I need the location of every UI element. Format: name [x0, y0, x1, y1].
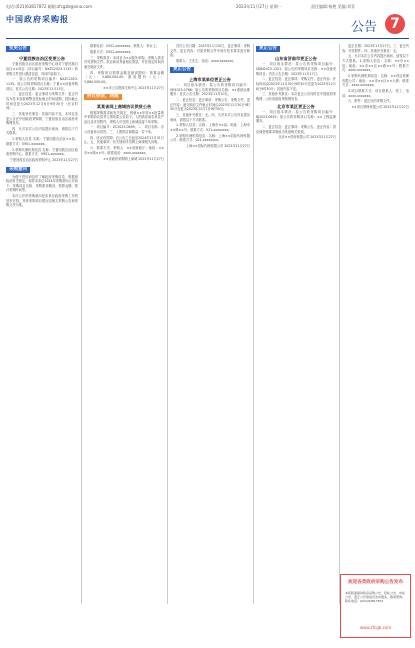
article-paragraph: 一、项目编号：ZC2023-0899。二、项目名称：办公设备协议供货。三、入围供应商数量：若干家。 — [84, 125, 164, 135]
article-headline: 上海市某单位更正公告 — [189, 76, 231, 82]
article-paragraph: 1.采购人信息 名称：宁夏回族自治区××局；联系方式：0951-xxxxxxx。 — [6, 137, 78, 146]
article-paragraph: 二、更正信息：更正事项：采购文件。更正内容：开标时间由2023年11月30日9时30分变更为2023年12月8日9时30分；其他内容不变。 — [256, 77, 336, 91]
column-divider — [167, 44, 168, 604]
column-4 — [256, 44, 336, 604]
article-paragraph: 首次公告日期：2023年11月20日。更正事项：采购文件。更正内容：对原采购文件中部分技术要求进行修改。 — [170, 44, 250, 58]
article-paragraph: 一、项目基本情况：原公告的采购项目编号：SH2023-0766；原公告的采购项目名称：××系统运维服务；首次公告日期：2023年11月10日。 — [170, 83, 250, 97]
column-divider — [253, 44, 254, 604]
article-paragraph: 二、更正信息：更正事项：采购公告。更正内容：供应商资格要求修改为具备相关资质。 — [256, 124, 336, 134]
article-signature: 上海××招标代理有限公司 2023年11月27日 — [185, 144, 250, 149]
article-paragraph: 四、协议有效期：自公告之日起至2024年12月31日止。五、其他事项：有关细则详见网上商城相关说明。 — [84, 135, 164, 145]
ad-title: 欢迎各类政府采购公告发布 — [347, 580, 404, 585]
section-tag-agreement: 协议供货、网超 — [84, 94, 122, 100]
article-paragraph: 五、凡对本次公告内容提出询问，请按以下方式联系。1.采购人信息：名称：××市××局；地址：××市××区××路××号；联系方式：xxxx-xxxxxxx。 — [342, 54, 409, 73]
article-paragraph: 三、其他补充事宜：其他内容不变。本项目变更公告在中国政府采购网、宁夏回族自治区政府采购网发布。 — [6, 111, 78, 126]
article-paragraph: 宁夏回族自治区政府采购中心现对宁夏回族自治区××项目（项目编号：NXZC2023-1135）的采购文件进行澄清变更，具体内容如下。 — [6, 62, 78, 76]
column-3 — [170, 44, 250, 604]
article-headline: 北京市某区更正公告 — [277, 103, 315, 109]
column-2 — [84, 44, 164, 604]
masthead — [0, 0, 415, 40]
article-paragraph: 更正日期：2023年11月27日。三、更正内容：详见附件。四、其他补充事宜：无。 — [342, 44, 409, 53]
section-title: 公告 — [350, 20, 377, 35]
article-paragraph: 2.采购代理机构信息：名称：上海××招标代理有限公司；联系方式：021-xxxxxxxx。 — [170, 133, 250, 143]
article-paragraph: 三、采购需求：本项目为××服务采购，采购人需求详见采购文件。供应商须具备相应资质，并在规定时间内递交响应文件。 — [84, 55, 164, 69]
newspaper-logo: 中国政府采购报 — [6, 15, 69, 24]
section-tag-change: 变更公告 — [6, 46, 30, 52]
article-paragraph: 三、其他补充事宜：本次更正公告同时在中国政府采购网、山东省政府采购网发布。 — [256, 92, 336, 101]
article-paragraph: 2.采购代理机构信息 名称：宁夏回族自治区政府采购中心；联系方式：0951-xxxxxxx。 — [6, 147, 78, 157]
article-paragraph: 一、原公告的采购项目编号：NXZC2023-1135。原公告的采购项目名称：宁夏××设备采购项目。首次公告日期：2023年11月13日。 — [6, 77, 78, 91]
article-paragraph: 根据采购需求和有关规定，现就××年度××批量集中采购协议供货入围结果公告如下。入围供应商名单及产品目录详见附件，采购人可在网上商城直接下单采购。 — [84, 110, 164, 124]
section-tag-correction: 更正公告 — [256, 46, 280, 52]
editor-info: 责任编辑:杨艳 美编:刘菲 — [311, 4, 355, 9]
article-paragraph: 联系方式：0551-xxxxxxxx。 — [90, 49, 134, 54]
article-paragraph: 本次公开的采购意向是本单位政府采购工作的初步安排，具体采购项目情况以相关采购公告和采购文件为准。 — [6, 194, 78, 208]
article-paragraph: 一、项目基本情况：原公告的采购项目编号：SDJN2023-1201；原公告的采购项目名称：××设备采购项目；首次公告日期：2023年11月17日。 — [256, 62, 336, 76]
column-divider — [81, 44, 82, 604]
article-paragraph: 四、采购项目预算金额及最高限价：预算金额（元）：3,860,000.00；最高限价（元）：3,860,000.00。 — [84, 70, 164, 84]
article-paragraph: 3.项目联系方式：项目联系人：张工；电话：xxxx-xxxxxxx。 — [342, 88, 409, 98]
article-signature: ××市公共资源交易中心 2023年11月27日 — [103, 85, 164, 90]
column-divider — [339, 44, 340, 604]
article-paragraph: 三、其他补充事宜：无。四、凡对本次公告内容提出询问，请按以下方式联系。 — [170, 113, 250, 122]
article-headline: 山东省济南市更正公告 — [275, 56, 317, 61]
article-signature: ××项目管理有限公司 2023年11月27日 — [351, 105, 409, 110]
article-paragraph: 联系电话：0551-xxxxxxxx。联系人：李女士。 — [90, 44, 159, 48]
article-paragraph: 为便于供应商及时了解政府采购信息，根据财政部有关规定，现将本单位2024年采购意向公开如下：采购项目名称、采购需求概况、预算金额、预计采购时间等。 — [6, 174, 78, 193]
article-paragraph: 1.采购人信息：名称：上海市××局；地址：上海市××路××号；联系方式：021-xxxxxxxx。 — [170, 123, 250, 133]
contact-info: 电话:(021)63817872 邮箱:zfcgzb@sina.com — [6, 4, 92, 9]
header-rule — [6, 38, 409, 39]
article-paragraph: 2.采购代理机构信息：名称：××项目管理有限公司；地址：××市××区××大厦；联系方式：xxxx-xxxxxxx。 — [342, 73, 409, 88]
article-signature: 宁夏回族自治区政府采购中心 2023年11月27日 — [9, 158, 78, 162]
article-paragraph: 一、项目基本情况：原公告的采购项目编号：BJ2023-0655；原公告的采购项目名称：××工程监理服务。 — [256, 109, 336, 124]
column-5 — [342, 44, 409, 570]
article-paragraph: 四、凡对本次公告内容提出询问，请按以下方式联系。 — [6, 126, 78, 136]
article-paragraph: 二、更正信息：更正事项为采购文件；更正内容为技术参数调整及投标截止时间延期，投标截止时间变更为2023年12月6日9时30分（北京时间）。 — [6, 92, 78, 111]
column-1 — [6, 44, 78, 604]
ad-url-link[interactable]: www.zfcgb.com — [359, 625, 392, 630]
article-signature: 北京××咨询有限公司 2023年11月27日 — [278, 135, 336, 140]
article-headline: 宁夏回族自治区变更公告 — [18, 56, 66, 61]
article-paragraph: 二、更正信息：更正事项：采购公告、采购文件。更正内容：递交响应文件截止时间由2023年11月30日9时30分变更为2023年12月7日9时30分。 — [170, 98, 250, 112]
section-tag-correction: 更正公告 — [170, 67, 194, 73]
article-paragraph: 六、联系方式：采购人：××省财政厅；地址：××市××路××号；联系电话：xxxx-xxxxxxx。 — [84, 146, 164, 155]
article-paragraph: 六、附件：更正后的采购文件。 — [348, 99, 393, 104]
article-signature: ××省政府采购网上商城 2023年11月27日 — [103, 156, 164, 161]
issue-date: 2023年11月27日 星期一 — [236, 4, 282, 9]
top-info-bar — [6, 4, 409, 12]
advertisement-box — [340, 574, 411, 638]
ad-text: 本报版面提供政府采购公告、招标公告、中标公告、更正公告等信息发布服务，敬请垂询。联系电话：(021)63817872 — [345, 591, 406, 604]
article-headline: 某某省网上商城协议供货公告 — [96, 104, 152, 110]
article-paragraph: 联系人：王先生；电话：xxxx-xxxxxxx。 — [176, 58, 237, 63]
page-number-badge: 7 — [385, 14, 405, 34]
section-tag-intent: 采购意向 — [6, 167, 30, 173]
